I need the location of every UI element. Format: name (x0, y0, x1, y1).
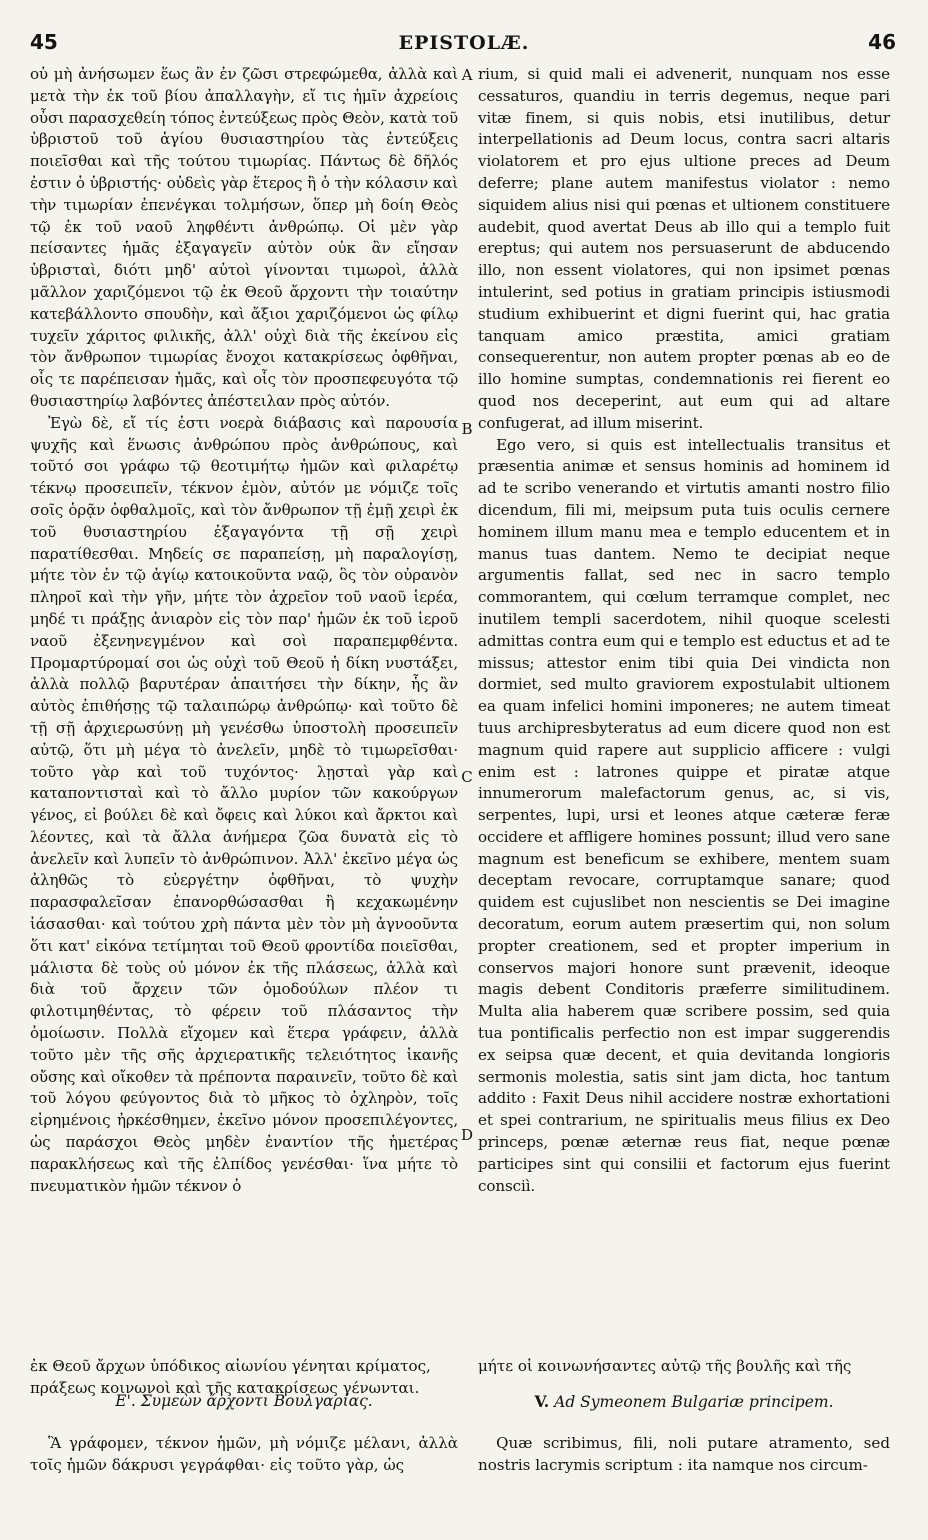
greek-letter-body (30, 1432, 458, 1476)
greek-tail-right: μήτε οἱ κοινωνήσαντες αὐτῷ τῆς βουλῆς καὶ τῆς (478, 1357, 852, 1375)
greek-paragraph-1: οὐ μὴ ἀνήσωμεν ἕως ἂν ἐν ζῶσι στρεφώμεθα, ἀλλὰ καὶ μετὰ τὴν ἐκ τοῦ βίου ἀπαλλαγὴν, εἴ τις ἡμῖν ἀχρείοις οὖσι παρασχεθείη τόπος ἐντεύξεως πρὸς Θεὸν, κατὰ τοῦ ὑβριστοῦ τοῦ ἁγίου θυσιαστηρίου τὰς ἐντεύξεις ποιεῖσθαι καὶ τῆς τούτου τιμωρίας. Πάντως δὲ δῆλός ἐστιν ὁ ὑβριστής· οὐδεὶς γὰρ ἕτερος ἢ ὁ τὴν κόλασιν καὶ τὴν τιμωρίαν ἐπενέγκαι τολμήσων, ὅπερ μὴ δοίη Θεὸς τῷ ἐκ τοῦ ναοῦ ληφθέντι ἀνθρώπῳ. Οἱ μὲν γὰρ πείσαντες ἡμᾶς ἐξαγαγεῖν αὐτὸν οὐκ ἂν εἴησαν ὑβρισταὶ, διότι μηδ' αὐτοὶ γίνονται τιμωροὶ, ἀλλὰ μᾶλλον χαριζόμενοι τῷ ἐκ Θεοῦ ἄρχοντι τὴν τοιαύτην κατεβάλλοντο σπουδὴν, καὶ ἄξιοι χαριζόμενοι ὡς φίλῳ τυχεῖν χάριτος φιλικῆς, ἀλλ' οὐχὶ διὰ τῆς ἐκείνου εἰς τὸν ἄνθρωπον τιμωρίας ἔνοχοι κατακρίσεως ὀφθῆναι, οἷς τε παρέπεισαν ἡμᾶς, καὶ οἷς τὸν προσπεφευγότα τῷ θυσιαστηρίῳ λαβόντες ἀπέστειλαν πρὸς αὐτόν. (30, 65, 458, 410)
latin-paragraph-1: rium, si quid mali ei advenerit, nunquam nos esse cessaturos, quandiu in terris degemus, neque pari vitæ finem, si quis nobis, etsi inutilibus, detur interpellationis ad Deum locus, contra sacri altaris violatorem et pro ejus ultione preces ad Deum deferre; plane autem manifestus violator : nemo siquidem alius nisi qui pœnas et ultionem constituere audebit, quod avertat Deus ab illo qui a templo fuit ereptus; qui autem nos persuaserunt de abducendo illo, non essent violatores, qui non ipsimet pœnas intulerint, sed potius in gratiam principis istiusmodi studium exhibuerint et digni fuerint qui, hac gratia tanquam amico præstita, amici gratiam consequerentur, non autem propter pœnas ab eo de illo homine sumptas, condemnationis rei fierent eo quod nos deceperint, aut eum qui ad altare confugerat, ad illum miserint. (478, 65, 890, 432)
latin-letter-heading (478, 1392, 890, 1411)
greek-column (30, 64, 458, 1197)
margin-marker-b: B (461, 420, 473, 438)
page-header (0, 30, 928, 60)
page-number-left: 45 (30, 30, 58, 54)
greek-tail-left: ἐκ Θεοῦ ἄρχων ὑπόδικος αἰωνίου γένηται κρίματος, πράξεως κοινωνοὶ καὶ τῆς κατακρίσεως γένωνται. (30, 1357, 431, 1397)
latin-paragraph-2: Ego vero, si quis est intellectualis transitus et præsentia animæ et sensus hominis ad hominem id ad te scribo venerando et virtutis amanti nostro filio dicendum, fili mi, meipsum puta tuis oculis cernere hominem illum manu mea e templo educentem et in manus tuas dantem. Nemo te decipiat neque argumentis fallat, sed nec in sacro templo commorantem, qui cœlum terramque complet, nec inutilem templi sacerdotem, nihil quoque scelesti admittas contra eum qui e templo est eductus et ad te missus; attestor enim tibi quia Dei vindicta non dormiet, sed multo graviorem expostulabit ultionem ea quam infelici homini imponeres; ne autem timeat tuus archipresbyteratus ad eum dicere quod non est magnum quid rapere aut supplicio afficere : vulgi enim est : latrones quippe et piratæ atque innumerorum malefactorum genus, ac, si vis, serpentes, lupi, ursi et leones atque cæteræ feræ occidere et affligere homines possunt; illud vero sane magnum est beneficum se exhibere, mentem suam deceptam revocare, corruptamque sanare; quod quidem est cujuslibet non nescientis se Dei imagine decoratum, eorum autem præsertim qui, non solum propter creationem, sed et propter imperium in conservos majori honore sunt prævenit, ideoque magis debent Conditoris præferre similitudinem. Multa alia haberem quæ scribere possim, sed quia tua pontificalis perfectio non est impar suggerendis ex seipsa quæ decent, et quia devitanda longioris sermonis molestia, satis sint jam dicta, hoc tantum addito : Faxit Deus nihil accidere nostræ exhortationi et spei contrarium, ne spiritualis meus filius ex Deo princeps, pœnæ æternæ reus fiat, neque pœnæ participes sint qui consilii et factorum ejus fuerint consciì. (478, 435, 890, 1195)
running-title: EPISTOLÆ. (398, 32, 530, 54)
latin-column (478, 64, 890, 1197)
margin-marker-d: D (460, 1126, 474, 1144)
latin-heading-number: V. (534, 1392, 550, 1411)
page-number-right: 46 (868, 30, 896, 54)
latin-letter-body (478, 1432, 890, 1476)
greek-body-text: Ἃ γράφομεν, τέκνον ἡμῶν, μὴ νόμιζε μέλανι, ἀλλὰ τοῖς ἡμῶν δάκρυσι γεγράφθαι· εἰς τοῦτο γὰρ, ὡς (30, 1434, 458, 1474)
margin-marker-a: A (461, 66, 473, 84)
greek-letter-heading: Ε'. Συμεὼν ἄρχοντι Βουλγαρίας. (115, 1392, 373, 1410)
latin-heading-text: Ad Symeonem Bulgariæ principem. (554, 1393, 834, 1411)
margin-marker-c: C (461, 768, 473, 786)
greek-paragraph-2: Ἐγὼ δὲ, εἴ τίς ἐστι νοερὰ διάβασις καὶ παρουσία ψυχῆς καὶ ἕνωσις ἀνθρώπου πρὸς ἀνθρώπους, καὶ τοῦτό σοι γράφω τῷ θεοτιμήτῳ ἡμῶν καὶ φιλαρέτῳ τέκνῳ προσειπεῖν, τέκνον ἐμὸν, αὐτόν με νόμιζε τοῖς σοῖς ὁρᾷν ὀφθαλμοῖς, καὶ τὸν ἄνθρωπον τῇ ἐμῇ χειρὶ ἐκ τοῦ θυσιαστηρίου ἐξαγαγόντα τῇ σῇ χειρὶ παρατίθεσθαι. Μηδείς σε παραπείσῃ, μὴ παραλογίσῃ, μήτε τὸν ἐν τῷ ἁγίῳ κατοικοῦντα ναῷ, ὃς τὸν οὐρανὸν πληροῖ καὶ τὴν γῆν, μήτε τὸν ἀχρεῖον τοῦ ναοῦ ἱερέα, μηδέ τι πράξῃς ἀνιαρὸν εἰς τὸν παρ' ἡμῶν ἐκ τοῦ ἱεροῦ ναοῦ ἐξενηνεγμένον καὶ σοὶ παραπεμφθέντα. Προμαρτύρομαί σοι ὡς οὐχὶ τοῦ Θεοῦ ἡ δίκη νυστάξει, ἀλλὰ πολλῷ βαρυτέραν ἀπαιτήσει τὴν δίκην, ἧς ἂν αὐτὸς ἐπιθήσῃς τῷ ταλαιπώρῳ ἀνθρώπῳ· καὶ τοῦτο δὲ τῇ σῇ ἀρχιερωσύνῃ μὴ γενέσθω ὑποστολὴ προσειπεῖν αὐτῷ, ὅτι μὴ μέγα τὸ ἀνελεῖν, μηδὲ τὸ τιμωρεῖσθαι· τοῦτο γὰρ καὶ τοῦ τυχόντος· λῃσταὶ γὰρ καὶ καταποντισταὶ καὶ τὸ ἄλλο μυρίον τῶν κακούργων γένος, εἰ βούλει δὲ καὶ ὄφεις καὶ λύκοι καὶ ἄρκτοι καὶ λέοντες, καὶ τὰ ἄλλα ἀνήμερα ζῶα δυνατὰ εἰς τὸ ἀνελεῖν καὶ λυπεῖν τὸ ἀνθρώπινον. Ἀλλ' ἐκεῖνο μέγα ὡς ἀληθῶς τὸ εὐεργέτην ὀφθῆναι, τὸ ψυχὴν παρασφαλεῖσαν ἐπανορθώσασθαι ἢ κεχακωμένην ἰάσασθαι· καὶ τούτου χρὴ πάντα μὲν τὸν μὴ ἀγνοοῦντα ὅτι κατ' εἰκόνα τετίμηται τοῦ Θεοῦ φροντίδα ποιεῖσθαι, μάλιστα δὲ τοὺς οὐ μόνον ἐκ τῆς πλάσεως, ἀλλὰ καὶ διὰ τοῦ ἄρχειν τῶν ὁμοδούλων πλέον τι φιλοτιμηθέντας, τὸ φέρειν τοῦ πλάσαντος τὴν ὁμοίωσιν. Πολλὰ εἴχομεν καὶ ἕτερα γράφειν, ἀλλὰ τοῦτο μὲν τῆς σῆς ἀρχιερατικῆς τελειότητος ἱκανῆς οὔσης καὶ οἴκοθεν τὰ πρέποντα παραινεῖν, τοῦτο δὲ καὶ τοῦ λόγου φεύγοντος διὰ τὸ μῆκος τὸ ὀχληρὸν, τοῖς εἰρημένοις ἠρκέσθημεν, ἐκεῖνο μόνον προσεπιλέγοντες, ὡς παράσχοι Θεὸς μηδὲν ἐναντίον τῆς ἡμετέρας παρακλήσεως καὶ τῆς ἐλπίδος γενέσθαι· ἵνα μήτε τὸ πνευματικὸν ἡμῶν τέκνον ὁ (30, 413, 458, 1195)
latin-body-text: Quæ scribimus, fili, noli putare atramento, sed nostris lacrymis scriptum : ita namque nos circum- (478, 1434, 890, 1474)
